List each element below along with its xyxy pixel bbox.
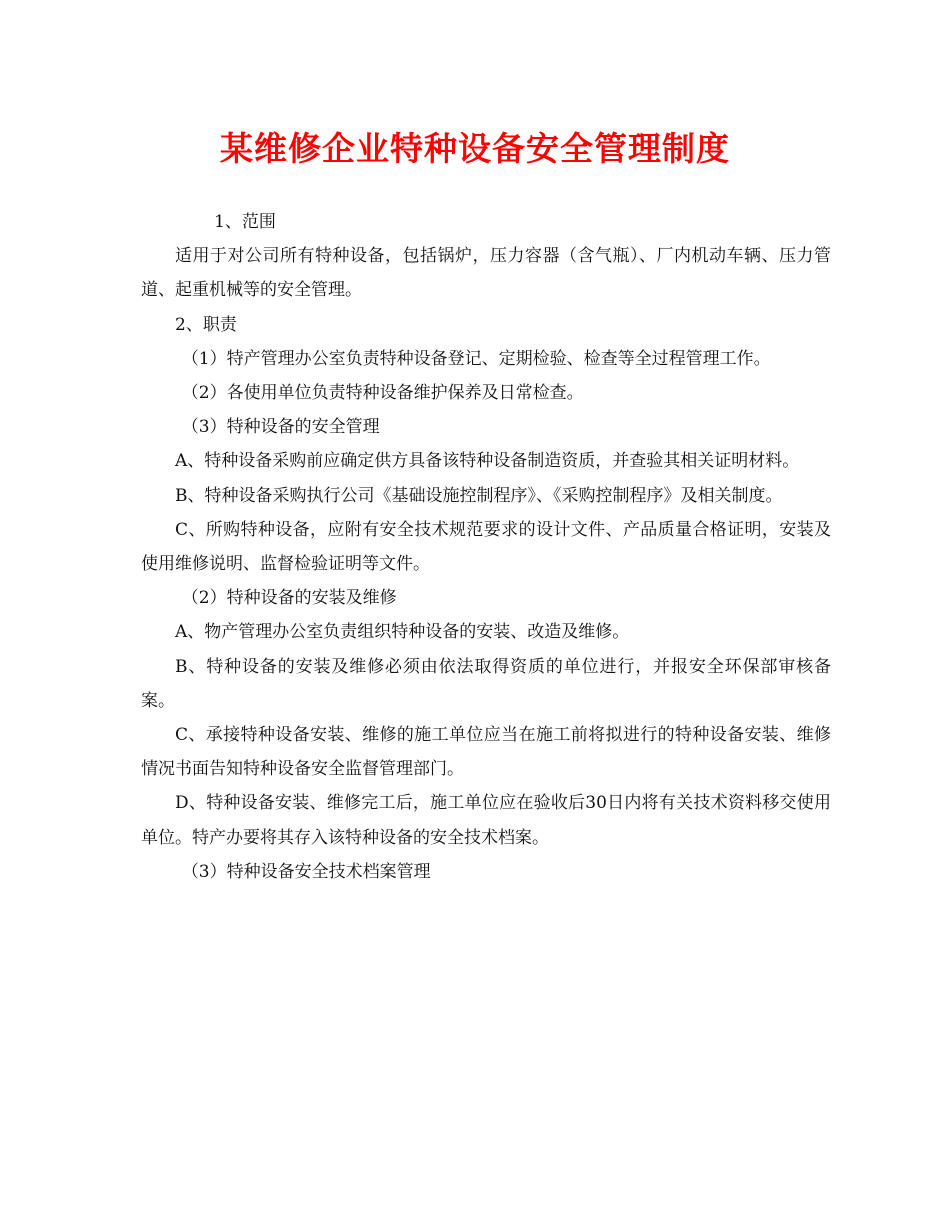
paragraph-2: 适用于对公司所有特种设备，包括锅炉，压力容器（含气瓶）、厂内机动车辆、压力管道、起重机械等的安全管理。	[141, 246, 831, 301]
paragraph-8: B、特种设备采购执行公司《基础设施控制程序》、《采购控制程序》及相关制度。	[175, 485, 783, 506]
document-title: 某维修企业特种设备安全管理制度	[220, 129, 730, 168]
paragraph-13: C、承接特种设备安装、维修的施工单位应当在施工前将拟进行的特种设备安装、维修情况书面告知特种设备安全监督管理部门。	[141, 725, 831, 780]
paragraph-11: A、物产管理办公室负责组织特种设备的安装、改造及维修。	[175, 622, 630, 643]
paragraph-10: （2）特种设备的安装及维修	[181, 588, 397, 609]
paragraph-14: D、特种设备安装、维修完工后，施工单位应在验收后30日内将有关技术资料移交使用单位。特产办要将其存入该特种设备的安全技术档案。	[141, 793, 831, 848]
paragraph-5: （2）各使用单位负责特种设备维护保养及日常检查。	[181, 383, 584, 404]
paragraph-12: B、特种设备的安装及维修必须由依法取得资质的单位进行，并报安全环保部审核备案。	[141, 656, 831, 711]
paragraph-3: 2、职责	[175, 314, 237, 335]
document-body	[141, 205, 831, 889]
paragraph-6: （3）特种设备的安全管理	[181, 417, 380, 438]
paragraph-15: （3）特种设备安全技术档案管理	[181, 861, 431, 882]
paragraph-4: （1）特产管理办公室负责特种设备登记、定期检验、检查等全过程管理工作。	[181, 348, 771, 369]
paragraph-1: 1、范围	[214, 212, 276, 232]
paragraph-9: C、所购特种设备，应附有安全技术规范要求的设计文件、产品质量合格证明，安装及使用维修说明、监督检验证明等文件。	[141, 519, 831, 575]
paragraph-7: A、特种设备采购前应确定供方具备该特种设备制造资质，并查验其相关证明材料。	[175, 451, 800, 472]
